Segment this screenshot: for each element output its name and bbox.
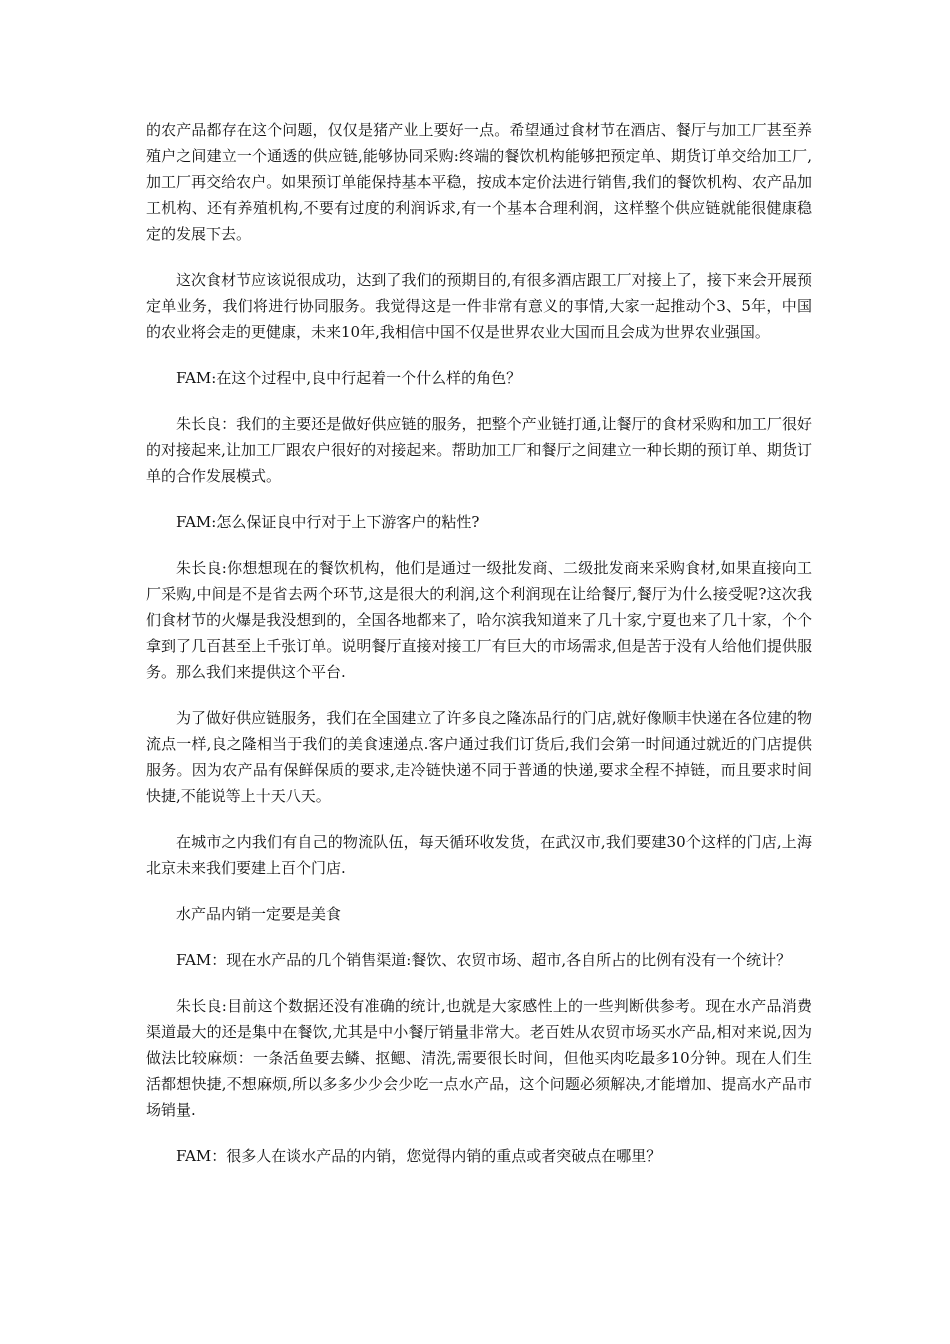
paragraph-city-logistics: 在城市之内我们有自己的物流队伍，每天循环收发货，在武汉市,我们要建30个这样的门店,上海北京未来我们要建上百个门店. <box>146 833 812 877</box>
paragraph-supply-chain-stores: 为了做好供应链服务，我们在全国建立了许多良之隆冻品行的门店,就好像顺丰快递在各位建的物流点一样,良之隆相当于我们的美食速递点.客户通过我们订货后,我们会第一时间通过就近的门店提供服务。因为农产品有保鲜保质的要求,走冷链快递不同于普通的快递,要求全程不掉链，而且要求时间快捷,不能说等上十天八天。 <box>146 709 812 805</box>
answer-customer-stickiness: 朱长良:你想想现在的餐饮机构，他们是通过一级批发商、二级批发商来采购食材,如果直接向工厂采购,中间是不是省去两个环节,这是很大的利润,这个利润现在让给餐厅,餐厅为什么接受呢?这次我们食材节的火爆是我没想到的，全国各地都来了，哈尔滨我知道来了几十家,宁夏也来了几十家，个个拿到了几百甚至上千张订单。说明餐厅直接对接工厂有巨大的市场需求,但是苦于没有人给他们提供服务。那么我们来提供这个平台. <box>146 559 812 681</box>
question-role: FAM:在这个过程中,良中行起着一个什么样的角色？ <box>176 369 522 387</box>
article-body <box>146 117 812 1189</box>
question-domestic-sales: FAM：很多人在谈水产品的内销，您觉得内销的重点或者突破点在哪里？ <box>176 1147 662 1165</box>
answer-role: 朱长良：我们的主要还是做好供应链的服务，把整个产业链打通,让餐厅的食材采购和加工厂很好的对接起来,让加工厂跟农户很好的对接起来。帮助加工厂和餐厅之间建立一种长期的预订单、期货订单的合作发展模式。 <box>146 415 812 485</box>
paragraph-food-festival-success: 这次食材节应该说很成功，达到了我们的预期目的,有很多酒店跟工厂对接上了，接下来会开展预定单业务，我们将进行协同服务。我觉得这是一件非常有意义的事情,大家一起推动个3、5年，中国的农业将会走的更健康，未来10年,我相信中国不仅是世界农业大国而且会成为世界农业强国。 <box>146 271 812 341</box>
answer-sales-channels: 朱长良:目前这个数据还没有准确的统计,也就是大家感性上的一些判断供参考。现在水产品消费渠道最大的还是集中在餐饮,尤其是中小餐厅销量非常大。老百姓从农贸市场买水产品,相对来说,因为做法比较麻烦：一条活鱼要去鳞、抠鳃、清洗,需要很长时间，但他买肉吃最多10分钟。现在人们生活都想快捷,不想麻烦,所以多多少少会少吃一点水产品，这个问题必须解决,才能增加、提高水产品市场销量. <box>146 997 812 1119</box>
question-customer-stickiness: FAM:怎么保证良中行对于上下游客户的粘性? <box>176 513 480 531</box>
paragraph-continuation: 的农产品都存在这个问题，仅仅是猪产业上要好一点。希望通过食材节在酒店、餐厅与加工厂甚至养殖户之间建立一个通透的供应链,能够协同采购:终端的餐饮机构能够把预定单、期货订单交给加工厂,加工厂再交给农户。如果预订单能保持基本平稳，按成本定价法进行销售,我们的餐饮机构、农产品加工机构、还有养殖机构,不要有过度的利润诉求,有一个基本合理利润，这样整个供应链就能很健康稳定的发展下去。 <box>146 121 812 243</box>
question-sales-channels: FAM：现在水产品的几个销售渠道:餐饮、农贸市场、超市,各自所占的比例有没有一个统计？ <box>176 951 792 969</box>
section-heading: 水产品内销一定要是美食 <box>176 905 342 923</box>
